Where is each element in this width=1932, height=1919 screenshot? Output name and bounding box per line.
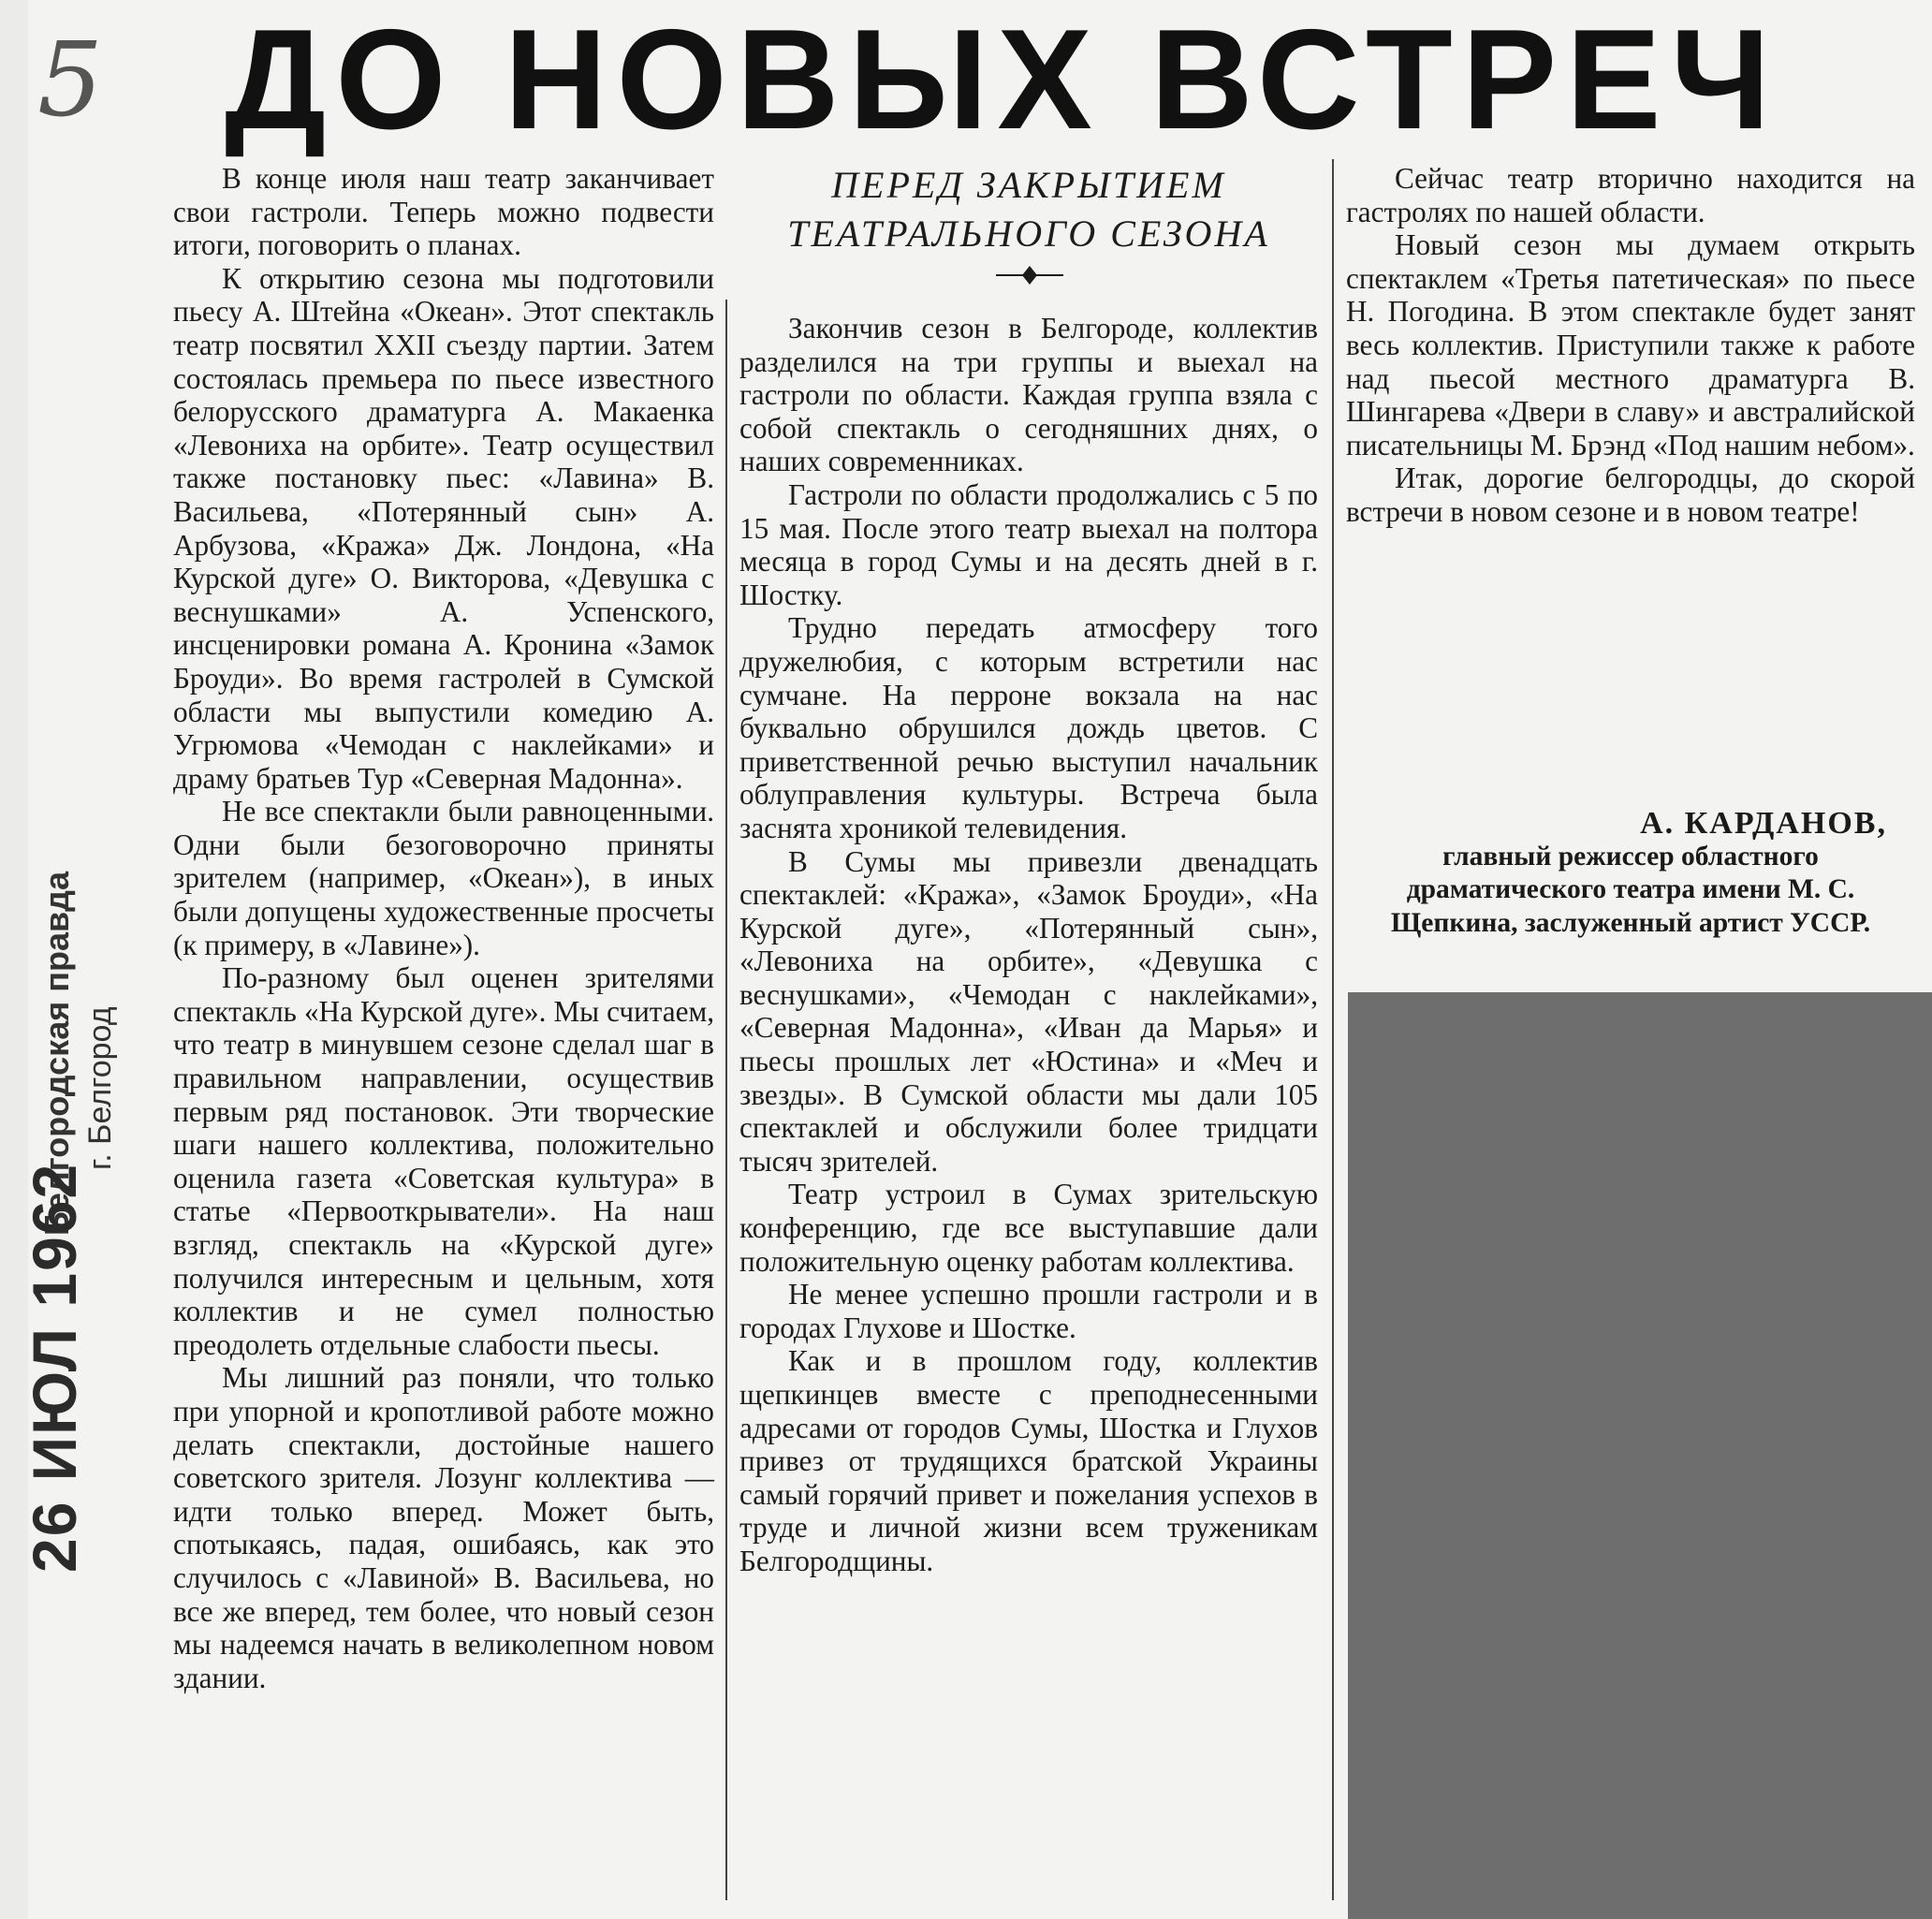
- publication-date: 26 ИЮЛ 1962: [20, 1162, 89, 1573]
- column-divider: [1332, 159, 1334, 1900]
- article-subtitle: [739, 161, 1318, 264]
- subtitle-line: ТЕАТРАЛЬНОГО СЕЗОНА: [787, 212, 1270, 255]
- article-column-2: [739, 312, 1318, 1578]
- paragraph: По-разному был оценен зрителями спектакль «На Курской дуге». Мы считаем, что театр в минувшем сезоне сделал шаг в правильном направлении, осуществив первым ряд постановок. Эти творческие шаги нашего коллектива, положительно оценила газета «Советская культура» в статье «Первооткрыватели». На наш взгляд, спектакль на «Курской дуге» получился интересным и цельным, хотя коллектив и не сумел полностью преодолеть отдельные слабости пьесы.: [173, 961, 714, 1361]
- article-column-3: [1346, 162, 1915, 529]
- paragraph: Гастроли по области продолжались с 5 по 15 мая. После этого театр выехал на полтора месяца в город Сумы и на десять дней в г. Шостку.: [739, 477, 1318, 611]
- author-name: А. КАРДАНОВ,: [1640, 806, 1887, 841]
- subtitle-line: ПЕРЕД ЗАКРЫТИЕМ: [831, 164, 1226, 206]
- paragraph: Трудно передать атмосферу того дружелюбия, с которым встретили нас сумчане. На перроне вокзала на нас буквально обрушился дождь цветов. С приветственной речью выступил начальник облуправления культуры. Встреча была заснята хроникой телевидения.: [739, 611, 1318, 844]
- article-headline: ДО НОВЫХ ВСТРЕЧ: [225, 0, 1780, 159]
- paragraph: Театр устроил в Сумах зрительскую конференцию, где все выступавшие дали положительную оценку работам коллектива.: [739, 1178, 1318, 1278]
- paragraph: Новый сезон мы думаем открыть спектаклем «Третья патетическая» по пьесе Н. Погодина. В этом спектакле будет занят весь коллектив. Приступили также к работе над пьесой местного драматурга В. Шингарева «Двери в славу» и австралийской писательницы М. Брэнд «Под нашим небом».: [1346, 228, 1915, 461]
- ornament-divider-icon: [992, 262, 1067, 288]
- source-newspaper-name: Белгородская правда: [37, 872, 76, 1236]
- paragraph: Мы лишний раз поняли, что только при упорной и кропотливой работе можно делать спектакли, достойные нашего советского зрителя. Лозунг коллектива — идти только вперед. Может быть, спотыкаясь, падая, ошибаясь, как это случилось с «Лавиной» В. Васильева, но все же вперед, тем более, что новый сезон мы надеемся начать в великолепном новом здании.: [173, 1361, 714, 1694]
- paragraph: Закончив сезон в Белгороде, коллектив разделился на три группы и выехал на гастроли по области. Каждая группа взяла с собой спектакль о сегодняшних днях, о наших современниках.: [739, 312, 1318, 478]
- column-divider: [725, 300, 727, 1900]
- date-stamp: [17, 1048, 92, 1573]
- author-signature: [1346, 807, 1915, 940]
- paragraph: Сейчас театр вторично находится на гастролях по нашей области.: [1346, 162, 1915, 228]
- paragraph: В конце июля наш театр заканчивает свои гастроли. Теперь можно подвести итоги, поговорить о планах.: [173, 162, 714, 262]
- paragraph: Как и в прошлом году, коллектив щепкинцев вместе с преподнесенными адресами от городов Сумы, Шостка и Глухов привез от трудящихся братской Украины самый горячий привет и пожелания успехов в труде и личной жизни всем труженикам Белгородщины.: [739, 1344, 1318, 1577]
- paragraph: Не менее успешно прошли гастроли и в городах Глухове и Шостке.: [739, 1278, 1318, 1344]
- paragraph: В Сумы мы привезли двенадцать спектаклей: «Кража», «Замок Броуди», «На Курской дуге», «Потерянный сын», «Левониха на орбите», «Девушка с веснушками», «Чемодан с наклейками», «Северная Мадонна», «Иван да Марья» и пьесы прошлых лет «Юстина» и «Меч и звезды». В Сумской области мы дали 105 спектаклей и обслужили более тридцати тысяч зрителей.: [739, 844, 1318, 1178]
- paragraph: Не все спектакли были равноценными. Одни были безоговорочно приняты зрителем (например, «Океан»), в иных были допущены художественные просчеты (к примеру, в «Лавине»).: [173, 795, 714, 961]
- article-column-1: [173, 162, 714, 1694]
- paragraph: Итак, дорогие белгородцы, до скорой встречи в новом сезоне и в новом театре!: [1346, 461, 1915, 528]
- author-title: главный режиссер областного драматического театра имени М. С. Щепкина, заслуженный артист УССР.: [1390, 841, 1871, 938]
- pencil-page-mark: 5: [37, 20, 103, 139]
- source-city: г. Белгород: [82, 1006, 118, 1170]
- paragraph: К открытию сезона мы подготовили пьесу А. Штейна «Океан». Этот спектакль театр посвятил XXII съезду партии. Затем состоялась премьера по пьесе известного белорусского драматурга А. Макаенка «Левониха на орбите». Театр осуществил также постановку пьес: «Лавина» В. Васильева, «Потерянный сын» А. Арбузова, «Кража» Дж. Лондона, «На Курской дуге» О. Викторова, «Девушка с веснушками» А. Успенского, инсценировки романа А. Кронина «Замок Броуди». Во время гастролей в Сумской области мы выпустили комедию А. Угрюмова «Чемодан с наклейками» и драму братьев Тур «Северная Мадонна».: [173, 261, 714, 795]
